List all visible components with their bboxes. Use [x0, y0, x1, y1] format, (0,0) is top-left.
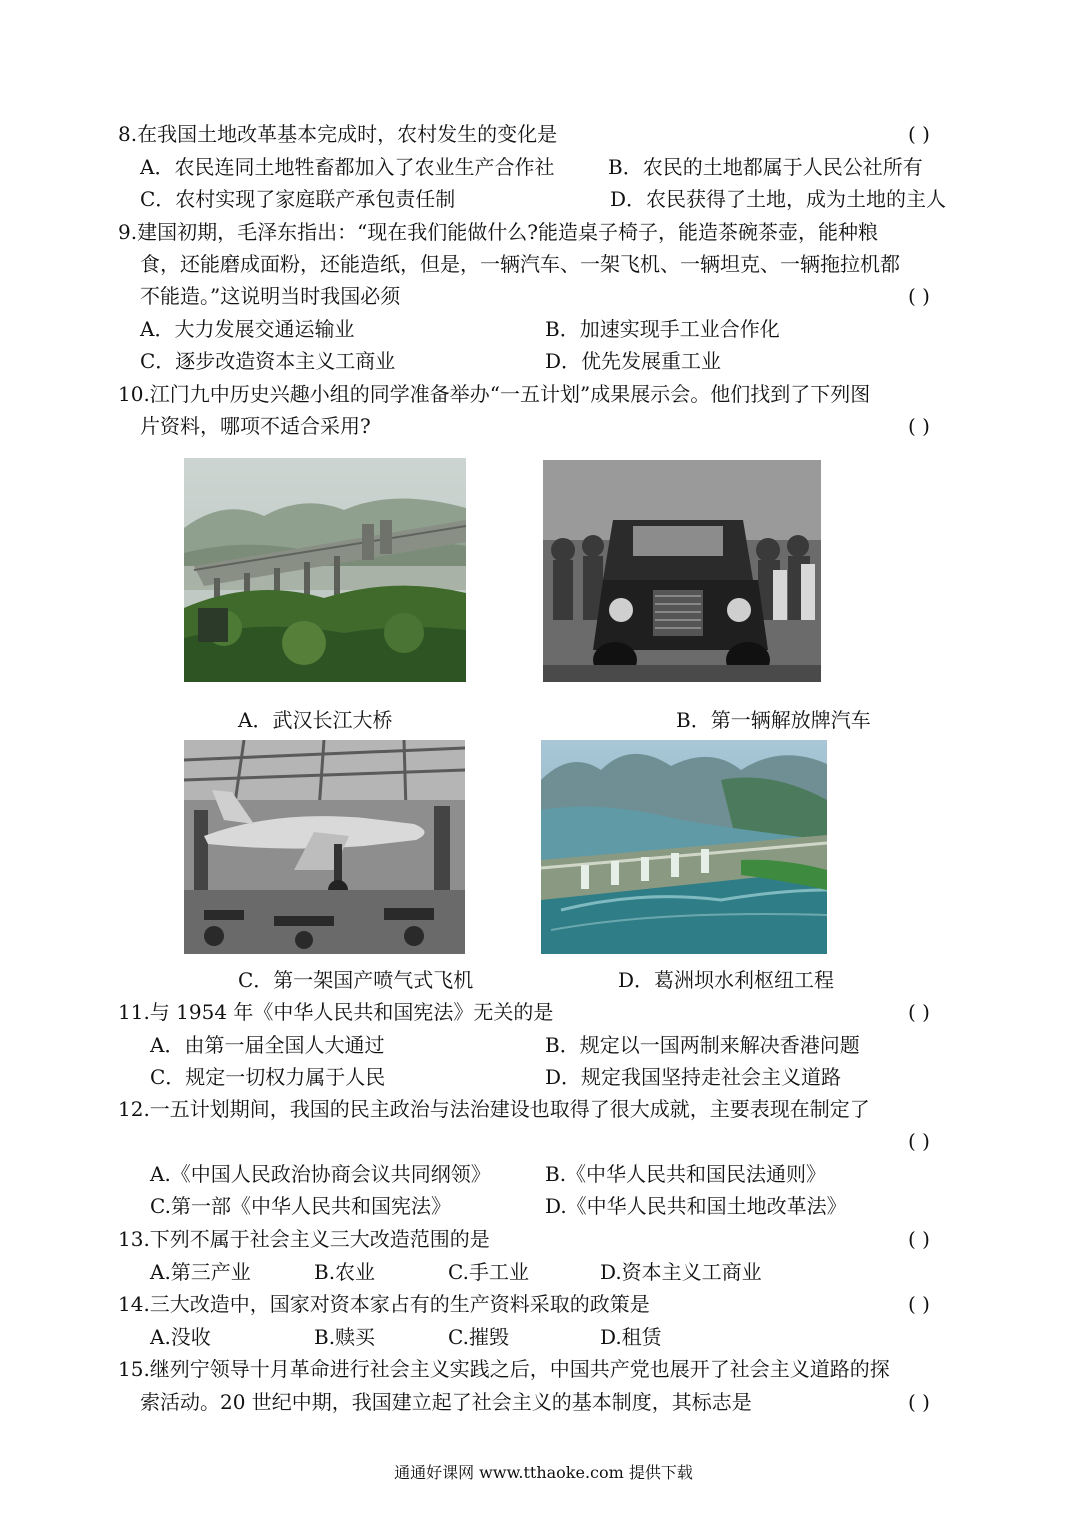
dam-illustration	[541, 740, 827, 954]
q15-stem-line2: 索活动。20 世纪中期，我国建立起了社会主义的基本制度，其标志是	[140, 1390, 752, 1414]
q12-option-b: B.《中华人民共和国民法通则》	[545, 1162, 827, 1186]
photo-jiefang-truck	[543, 460, 821, 682]
q9-stem-line2: 食，还能磨成面粉，还能造纸，但是，一辆汽车、一架飞机、一辆坦克、一辆拖拉机都	[140, 252, 900, 276]
q13-option-c: C.手工业	[448, 1260, 529, 1284]
q8-answer-blank: ( )	[908, 122, 930, 146]
q12-option-c: C.第一部《中华人民共和国宪法》	[150, 1194, 451, 1218]
q8-option-d: D．农民获得了土地，成为土地的主人	[610, 187, 947, 211]
q14-option-a: A.没收	[150, 1325, 211, 1349]
aircraft-illustration	[184, 740, 465, 954]
q11-stem: 11.与 1954 年《中华人民共和国宪法》无关的是	[118, 1000, 554, 1024]
q11-option-d: D．规定我国坚持走社会主义道路	[545, 1065, 842, 1089]
q12-option-a: A.《中国人民政治协商会议共同纲领》	[150, 1162, 491, 1186]
q15-stem-line1: 15.继列宁领导十月革命进行社会主义实践之后，中国共产党也展开了社会主义道路的探	[118, 1357, 890, 1381]
photo-gezhouba-dam	[541, 740, 827, 954]
q12-stem: 12.一五计划期间，我国的民主政治与法治建设也取得了很大成就，主要表现在制定了	[118, 1097, 870, 1121]
q9-option-c: C．逐步改造资本主义工商业	[140, 349, 396, 373]
q9-option-b: B．加速实现手工业合作化	[545, 317, 780, 341]
q8-option-a: A．农民连同土地牲畜都加入了农业生产合作社	[140, 155, 555, 179]
q8-option-b: B．农民的土地都属于人民公社所有	[608, 155, 923, 179]
photo-wuhan-bridge	[184, 458, 466, 682]
q9-option-d: D．优先发展重工业	[545, 349, 722, 373]
q10-stem-line1: 10.江门九中历史兴趣小组的同学准备举办“一五计划”成果展示会。他们找到了下列图	[118, 382, 871, 406]
page-footer: 通通好课网 www.tthaoke.com 提供下载	[394, 1463, 693, 1482]
q10-caption-a: A．武汉长江大桥	[238, 708, 393, 732]
q8-stem: 8.在我国土地改革基本完成时，农村发生的变化是	[118, 122, 558, 146]
q12-answer-blank: ( )	[908, 1129, 930, 1153]
q9-option-a: A．大力发展交通运输业	[140, 317, 355, 341]
q10-answer-blank: ( )	[908, 414, 930, 438]
q9-stem-line1: 9.建国初期，毛泽东指出：“现在我们能做什么?能造桌子椅子，能造茶碗茶壶，能种粮	[118, 220, 879, 244]
q13-option-b: B.农业	[314, 1260, 376, 1284]
q11-option-c: C．规定一切权力属于人民	[150, 1065, 386, 1089]
truck-illustration	[543, 460, 821, 682]
q11-answer-blank: ( )	[908, 1000, 930, 1024]
q13-option-d: D.资本主义工商业	[600, 1260, 762, 1284]
bridge-illustration	[184, 458, 466, 682]
q14-answer-blank: ( )	[908, 1292, 930, 1316]
q10-caption-b: B．第一辆解放牌汽车	[676, 708, 871, 732]
q11-option-a: A．由第一届全国人大通过	[150, 1033, 385, 1057]
q11-option-b: B．规定以一国两制来解决香港问题	[545, 1033, 860, 1057]
q10-stem-line2: 片资料，哪项不适合采用?	[140, 414, 371, 438]
q10-caption-c: C．第一架国产喷气式飞机	[238, 968, 474, 992]
q9-stem-line3: 不能造。”这说明当时我国必须	[140, 284, 401, 308]
photo-jet-aircraft	[184, 740, 465, 954]
q13-option-a: A.第三产业	[150, 1260, 251, 1284]
q10-caption-d: D．葛洲坝水利枢纽工程	[618, 968, 835, 992]
q9-answer-blank: ( )	[908, 284, 930, 308]
q14-option-c: C.摧毁	[448, 1325, 509, 1349]
q15-answer-blank: ( )	[908, 1390, 930, 1414]
q8-option-c: C．农村实现了家庭联产承包责任制	[140, 187, 456, 211]
q14-option-d: D.租赁	[600, 1325, 662, 1349]
q13-answer-blank: ( )	[908, 1227, 930, 1251]
q14-stem: 14.三大改造中，国家对资本家占有的生产资料采取的政策是	[118, 1292, 650, 1316]
q13-stem: 13.下列不属于社会主义三大改造范围的是	[118, 1227, 490, 1251]
q12-option-d: D.《中华人民共和国土地改革法》	[545, 1194, 847, 1218]
q14-option-b: B.赎买	[314, 1325, 376, 1349]
